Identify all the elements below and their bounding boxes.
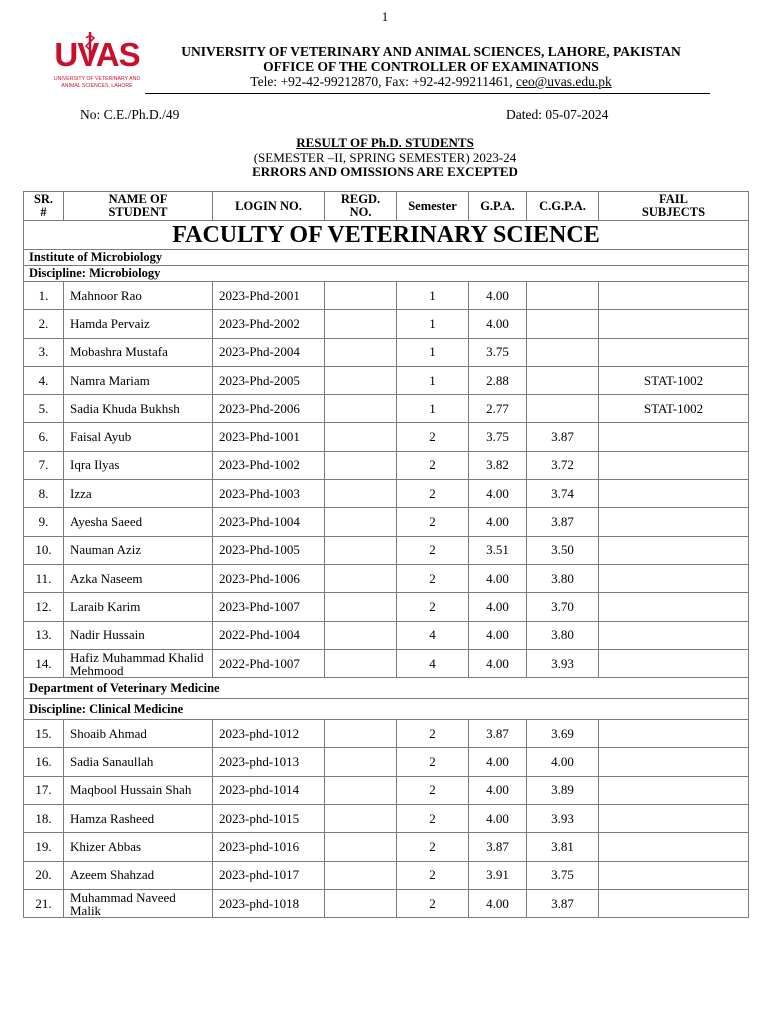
regd-cell <box>325 395 397 423</box>
fail-cell <box>599 423 749 451</box>
cgpa-cell: 3.81 <box>527 833 599 861</box>
regd-cell <box>325 536 397 564</box>
table-row <box>24 776 749 804</box>
table-row <box>24 720 749 748</box>
faculty-heading: FACULTY OF VETERINARY SCIENCE <box>24 221 749 250</box>
fail-cell <box>599 805 749 833</box>
regd-cell <box>325 423 397 451</box>
regd-cell <box>325 748 397 776</box>
table-row <box>24 423 749 451</box>
gpa-cell: 4.00 <box>469 564 527 592</box>
table-row <box>24 748 749 776</box>
gpa-cell: 4.00 <box>469 889 527 917</box>
fail-cell <box>599 621 749 649</box>
regd-cell <box>325 593 397 621</box>
semester-cell: 2 <box>397 861 469 889</box>
semester-cell: 2 <box>397 564 469 592</box>
regd-cell <box>325 776 397 804</box>
sr-cell: 9. <box>24 508 64 536</box>
sr-cell: 18. <box>24 805 64 833</box>
cgpa-cell <box>527 310 599 338</box>
table-row <box>24 338 749 366</box>
sr-cell: 14. <box>24 649 64 677</box>
name-cell: Muhammad Naveed Malik <box>64 889 213 917</box>
cgpa-cell: 3.50 <box>527 536 599 564</box>
sr-cell: 13. <box>24 621 64 649</box>
semester-cell: 2 <box>397 508 469 536</box>
semester-cell: 1 <box>397 282 469 310</box>
sr-cell: 21. <box>24 889 64 917</box>
table-row <box>24 593 749 621</box>
col-login: LOGIN NO. <box>213 192 325 221</box>
department-heading: Department of Veterinary Medicine <box>24 678 749 699</box>
contact-text: Tele: +92-42-99212870, Fax: +92-42-99211461, <box>250 74 517 89</box>
fail-cell <box>599 861 749 889</box>
disclaimer: ERRORS AND OMISSIONS ARE EXCEPTED <box>252 164 518 179</box>
fail-cell <box>599 536 749 564</box>
fail-cell <box>599 748 749 776</box>
name-cell: Maqbool Hussain Shah <box>64 776 213 804</box>
login-cell: 2023-Phd-1003 <box>213 480 325 508</box>
cgpa-cell: 3.87 <box>527 508 599 536</box>
name-cell: Mobashra Mustafa <box>64 338 213 366</box>
login-cell: 2023-Phd-2004 <box>213 338 325 366</box>
cgpa-cell: 3.72 <box>527 451 599 479</box>
login-cell: 2023-Phd-2006 <box>213 395 325 423</box>
name-cell: Azeem Shahzad <box>64 861 213 889</box>
sr-cell: 19. <box>24 833 64 861</box>
sr-cell: 6. <box>24 423 64 451</box>
regd-cell <box>325 805 397 833</box>
login-cell: 2023-Phd-2001 <box>213 282 325 310</box>
semester-cell: 2 <box>397 536 469 564</box>
fail-cell <box>599 282 749 310</box>
login-cell: 2023-phd-1015 <box>213 805 325 833</box>
gpa-cell: 2.88 <box>469 366 527 394</box>
name-cell: Sadia Khuda Bukhsh <box>64 395 213 423</box>
semester-cell: 2 <box>397 423 469 451</box>
regd-cell <box>325 451 397 479</box>
semester-cell: 4 <box>397 621 469 649</box>
cgpa-cell: 4.00 <box>527 748 599 776</box>
login-cell: 2023-phd-1014 <box>213 776 325 804</box>
semester-cell: 1 <box>397 395 469 423</box>
reference-number: No: C.E./Ph.D./49 <box>80 107 180 122</box>
table-header-row <box>24 192 749 221</box>
fail-cell: STAT-1002 <box>599 395 749 423</box>
cgpa-cell: 3.75 <box>527 861 599 889</box>
sr-cell: 12. <box>24 593 64 621</box>
letterhead <box>145 44 717 89</box>
name-cell: Izza <box>64 480 213 508</box>
semester-cell: 2 <box>397 480 469 508</box>
semester-cell: 2 <box>397 593 469 621</box>
login-cell: 2023-phd-1012 <box>213 720 325 748</box>
regd-cell <box>325 564 397 592</box>
col-fail: FAIL SUBJECTS <box>599 192 749 221</box>
name-cell: Sadia Sanaullah <box>64 748 213 776</box>
table-row <box>24 564 749 592</box>
sr-cell: 10. <box>24 536 64 564</box>
login-cell: 2023-phd-1016 <box>213 833 325 861</box>
name-cell: Laraib Karim <box>64 593 213 621</box>
regd-cell <box>325 833 397 861</box>
semester-cell: 2 <box>397 720 469 748</box>
sr-cell: 17. <box>24 776 64 804</box>
results-table <box>23 191 749 918</box>
name-cell: Iqra Ilyas <box>64 451 213 479</box>
discipline-heading-2: Discipline: Clinical Medicine <box>24 699 749 720</box>
table-row <box>24 861 749 889</box>
gpa-cell: 4.00 <box>469 649 527 677</box>
fail-cell <box>599 480 749 508</box>
gpa-cell: 4.00 <box>469 310 527 338</box>
page-number: 1 <box>381 9 389 24</box>
table-row <box>24 366 749 394</box>
cgpa-cell: 3.80 <box>527 564 599 592</box>
semester-cell: 2 <box>397 833 469 861</box>
uvas-logo <box>53 28 143 92</box>
name-cell: Ayesha Saeed <box>64 508 213 536</box>
sr-cell: 3. <box>24 338 64 366</box>
table-row <box>24 649 749 677</box>
cgpa-cell: 3.69 <box>527 720 599 748</box>
semester-title: (SEMESTER –II, SPRING SEMESTER) 2023-24 <box>253 149 517 165</box>
sr-cell: 5. <box>24 395 64 423</box>
table-row <box>24 451 749 479</box>
table-row <box>24 621 749 649</box>
login-cell: 2023-Phd-1005 <box>213 536 325 564</box>
regd-cell <box>325 310 397 338</box>
result-title: RESULT OF Ph.D. STUDENTS <box>296 135 474 150</box>
header-divider <box>145 93 710 94</box>
login-cell: 2023-phd-1013 <box>213 748 325 776</box>
gpa-cell: 4.00 <box>469 748 527 776</box>
semester-cell: 2 <box>397 451 469 479</box>
gpa-cell: 2.77 <box>469 395 527 423</box>
university-name: UNIVERSITY OF VETERINARY AND ANIMAL SCIENCES, LAHORE, PAKISTAN <box>181 44 681 59</box>
gpa-cell: 4.00 <box>469 480 527 508</box>
sr-cell: 20. <box>24 861 64 889</box>
regd-cell <box>325 508 397 536</box>
name-cell: Khizer Abbas <box>64 833 213 861</box>
login-cell: 2023-Phd-1007 <box>213 593 325 621</box>
gpa-cell: 3.91 <box>469 861 527 889</box>
name-cell: Namra Mariam <box>64 366 213 394</box>
cgpa-cell: 3.93 <box>527 805 599 833</box>
logo-caption-2: ANIMAL SCIENCES, LAHORE <box>61 83 133 89</box>
semester-cell: 2 <box>397 889 469 917</box>
regd-cell <box>325 889 397 917</box>
table-row <box>24 889 749 917</box>
regd-cell <box>325 282 397 310</box>
sr-cell: 7. <box>24 451 64 479</box>
regd-cell <box>325 621 397 649</box>
cgpa-cell: 3.87 <box>527 423 599 451</box>
fail-cell <box>599 720 749 748</box>
institute-heading: Institute of Microbiology <box>24 250 749 266</box>
table-row <box>24 310 749 338</box>
cgpa-cell: 3.70 <box>527 593 599 621</box>
name-cell: Hafiz Muhammad Khalid Mehmood <box>64 649 213 677</box>
cgpa-cell: 3.89 <box>527 776 599 804</box>
sr-cell: 8. <box>24 480 64 508</box>
cgpa-cell: 3.74 <box>527 480 599 508</box>
col-semester: Semester <box>397 192 469 221</box>
table-row <box>24 536 749 564</box>
semester-cell: 4 <box>397 649 469 677</box>
name-cell: Hamda Pervaiz <box>64 310 213 338</box>
login-cell: 2023-Phd-2005 <box>213 366 325 394</box>
sr-cell: 4. <box>24 366 64 394</box>
logo-mark: UVAS <box>54 36 140 73</box>
regd-cell <box>325 861 397 889</box>
cgpa-cell: 3.87 <box>527 889 599 917</box>
fail-cell <box>599 451 749 479</box>
fail-cell <box>599 338 749 366</box>
office-name: OFFICE OF THE CONTROLLER OF EXAMINATIONS <box>263 59 599 74</box>
login-cell: 2023-Phd-1004 <box>213 508 325 536</box>
table-row <box>24 833 749 861</box>
fail-cell <box>599 310 749 338</box>
document-title <box>0 136 770 180</box>
gpa-cell: 4.00 <box>469 621 527 649</box>
name-cell: Mahnoor Rao <box>64 282 213 310</box>
sr-cell: 11. <box>24 564 64 592</box>
semester-cell: 1 <box>397 338 469 366</box>
regd-cell <box>325 480 397 508</box>
col-gpa: G.P.A. <box>469 192 527 221</box>
cgpa-cell <box>527 395 599 423</box>
gpa-cell: 3.75 <box>469 423 527 451</box>
regd-cell <box>325 366 397 394</box>
regd-cell <box>325 649 397 677</box>
email-link[interactable]: ceo@uvas.edu.pk <box>516 74 612 89</box>
login-cell: 2023-phd-1017 <box>213 861 325 889</box>
fail-cell <box>599 776 749 804</box>
cgpa-cell <box>527 282 599 310</box>
name-cell: Nadir Hussain <box>64 621 213 649</box>
regd-cell <box>325 338 397 366</box>
fail-cell <box>599 593 749 621</box>
contact-line <box>145 74 717 89</box>
col-name: NAME OF STUDENT <box>64 192 213 221</box>
col-regd: REGD. NO. <box>325 192 397 221</box>
col-cgpa: C.G.P.A. <box>527 192 599 221</box>
sr-cell: 2. <box>24 310 64 338</box>
gpa-cell: 4.00 <box>469 508 527 536</box>
table-row <box>24 395 749 423</box>
cgpa-cell: 3.93 <box>527 649 599 677</box>
name-cell: Hamza Rasheed <box>64 805 213 833</box>
table-row <box>24 805 749 833</box>
sr-cell: 15. <box>24 720 64 748</box>
fail-cell <box>599 649 749 677</box>
gpa-cell: 4.00 <box>469 776 527 804</box>
login-cell: 2023-phd-1018 <box>213 889 325 917</box>
table-row <box>24 480 749 508</box>
semester-cell: 2 <box>397 776 469 804</box>
login-cell: 2023-Phd-2002 <box>213 310 325 338</box>
fail-cell <box>599 889 749 917</box>
semester-cell: 1 <box>397 366 469 394</box>
table-row <box>24 282 749 310</box>
login-cell: 2022-Phd-1004 <box>213 621 325 649</box>
table-row <box>24 508 749 536</box>
login-cell: 2023-Phd-1001 <box>213 423 325 451</box>
gpa-cell: 3.75 <box>469 338 527 366</box>
sr-cell: 16. <box>24 748 64 776</box>
gpa-cell: 3.87 <box>469 833 527 861</box>
cgpa-cell: 3.80 <box>527 621 599 649</box>
gpa-cell: 4.00 <box>469 805 527 833</box>
fail-cell <box>599 564 749 592</box>
semester-cell: 2 <box>397 805 469 833</box>
fail-cell <box>599 833 749 861</box>
semester-cell: 2 <box>397 748 469 776</box>
cgpa-cell <box>527 338 599 366</box>
name-cell: Shoaib Ahmad <box>64 720 213 748</box>
col-sr: SR. # <box>24 192 64 221</box>
fail-cell: STAT-1002 <box>599 366 749 394</box>
date: Dated: 05-07-2024 <box>506 107 609 122</box>
gpa-cell: 4.00 <box>469 593 527 621</box>
discipline-heading: Discipline: Microbiology <box>24 266 749 282</box>
fail-cell <box>599 508 749 536</box>
cgpa-cell <box>527 366 599 394</box>
gpa-cell: 3.82 <box>469 451 527 479</box>
name-cell: Faisal Ayub <box>64 423 213 451</box>
regd-cell <box>325 720 397 748</box>
sr-cell: 1. <box>24 282 64 310</box>
gpa-cell: 4.00 <box>469 282 527 310</box>
name-cell: Nauman Aziz <box>64 536 213 564</box>
login-cell: 2022-Phd-1007 <box>213 649 325 677</box>
semester-cell: 1 <box>397 310 469 338</box>
logo-caption-1: UNIVERSITY OF VETERINARY AND <box>53 76 141 82</box>
gpa-cell: 3.87 <box>469 720 527 748</box>
login-cell: 2023-Phd-1006 <box>213 564 325 592</box>
name-cell: Azka Naseem <box>64 564 213 592</box>
gpa-cell: 3.51 <box>469 536 527 564</box>
login-cell: 2023-Phd-1002 <box>213 451 325 479</box>
